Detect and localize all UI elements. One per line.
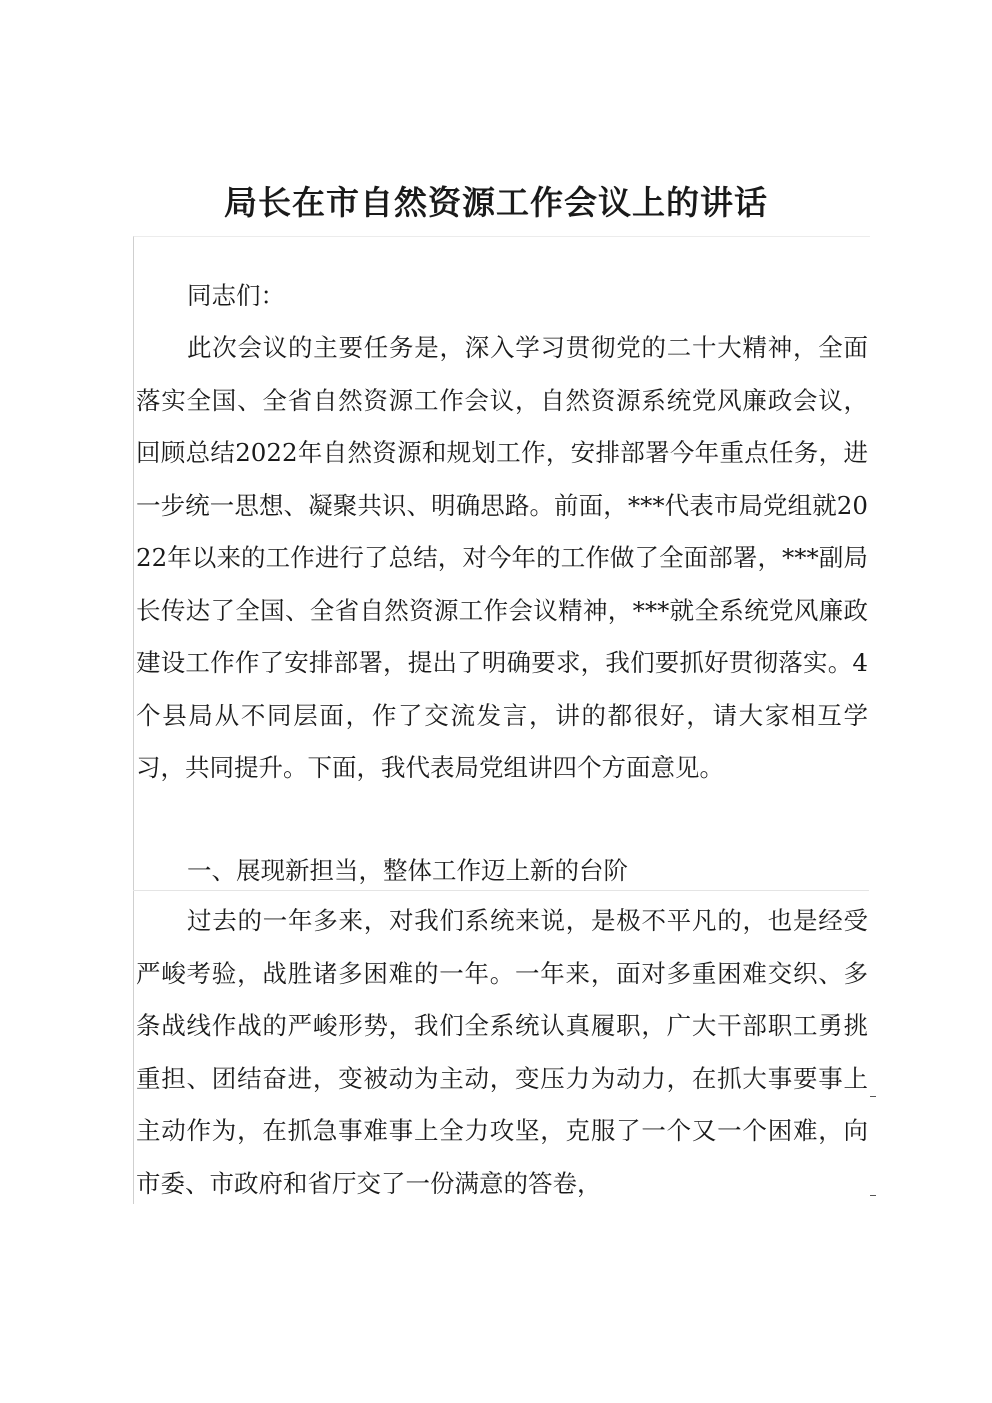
page-title: 局长在市自然资源工作会议上的讲话	[224, 183, 768, 222]
margin-mark	[870, 1195, 876, 1196]
body-paragraph: 过去的一年多来，对我们系统来说，是极不平凡的，也是经受严峻考验，战胜诸多困难的一年。一年来，面对多重困难交织、多条战线作战的严峻形势，我们全系统认真履职，广大干部职工勇挑重担、团结奋进，变被动为主动，变压力为动力，在抓大事要事上主动作为，在抓急事难事上全力攻坚，克服了一个又一个困难，向市委、市政府和省厅交了一份满意的答卷，	[136, 906, 868, 1198]
salutation: 同志们：	[187, 281, 285, 310]
body-paragraph: 此次会议的主要任务是，深入学习贯彻党的二十大精神，全面落实全国、全省自然资源工作会议，自然资源系统党风廉政会议，回顾总结2022年自然资源和规划工作，安排部署今年重点任务，进一步统一思想、凝聚共识、明确思路。前面，***代表市局党组就2022年以来的工作进行了总结，对今年的工作做了全面部署，***副局长传达了全国、全省自然资源工作会议精神，***就全系统党风廉政建设工作作了安排部署，提出了明确要求，我们要抓好贯彻落实。4个县局从不同层面，作了交流发言，讲的都很好，请大家相互学习，共同提升。下面，我代表局党组讲四个方面意见。	[136, 333, 868, 782]
margin-mark	[870, 1096, 876, 1097]
section-heading: 一、展现新担当，整体工作迈上新的台阶	[187, 856, 628, 885]
